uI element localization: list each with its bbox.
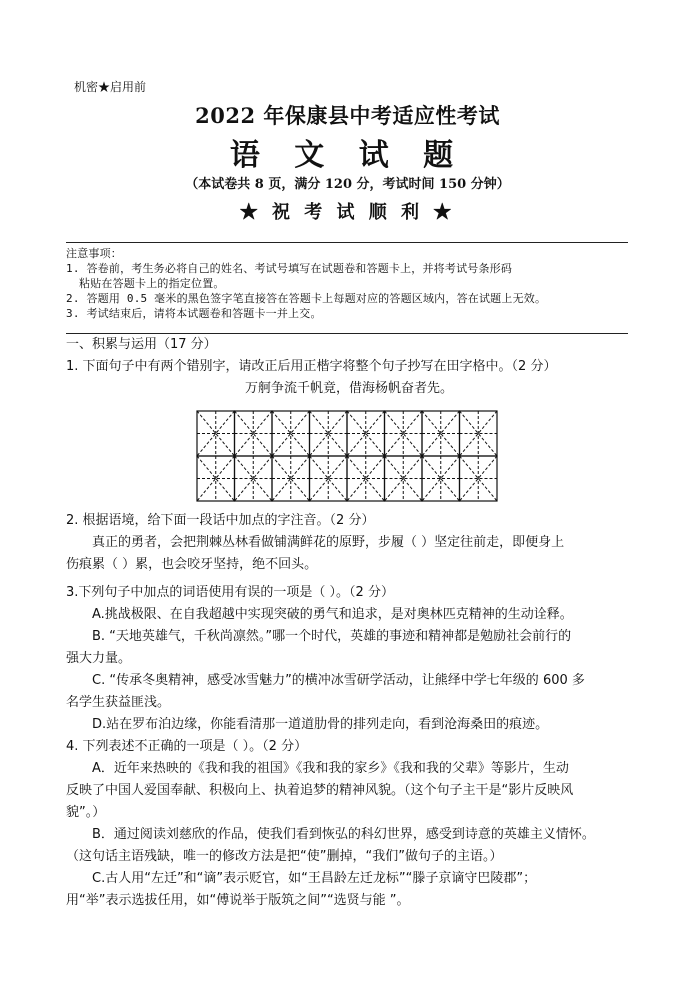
tianzige-grid [196, 410, 498, 502]
notice-line: 粘贴在答题卡上的指定位置。 [79, 277, 225, 290]
section-1 [66, 334, 632, 400]
question-4-option-c-cont: 用“举”表示选拔任用，如“傅说举于版筑之间”“选贤与能 ”。 [66, 893, 410, 908]
question-2-line: 真正的勇者，会把荆棘丛林看做铺满鲜花的原野，步履（ ）坚定往前走，即便身上 [92, 535, 565, 550]
question-3-option-b: B. “天地英雄气，千秋尚凛然。”哪一个时代，英雄的事迹和精神都是勉励社会前行的 [92, 629, 572, 644]
subject-title: 语 文 试 题 [229, 138, 466, 173]
question-1-stem: 1. 下面句子中有两个错别字，请改正后用正楷字将整个句子抄写在田字格中。（2 分） [66, 359, 557, 374]
question-4-stem: 4. 下列表述不正确的一项是（ ）。（2 分） [66, 739, 308, 754]
question-3-option-b-cont: 强大力量。 [66, 651, 132, 666]
section-heading: 一、积累与运用（17 分） [66, 337, 217, 352]
notice-block [66, 246, 632, 321]
question-3-option-d: D.站在罗布泊边缘，你能看清那一道道肋骨的排列走向，看到沧海桑田的痕迹。 [92, 717, 549, 732]
question-2 [66, 510, 632, 576]
question-3-option-c: C. “传承冬奥精神，感受冰雪魅力”的横冲冰雪研学活动，让熊绎中学七年级的 600 多 [92, 673, 585, 688]
question-4-option-a: A．近年来热映的《我和我的祖国》《我和我的家乡》《我和我的父辈》等影片，生动 [92, 761, 569, 776]
question-1-sentence: 万舸争流千帆竟，借海杨帆奋者先。 [244, 381, 453, 396]
question-4-option-a-cont: 貌”。） [66, 805, 106, 820]
notice-line: 1. 答卷前，考生务必将自己的姓名、考试号填写在试题卷和答题卡上，并将考试号条形码 [66, 262, 513, 275]
notice-line: 3. 考试结束后，请将本试题卷和答题卡一并上交。 [66, 307, 322, 320]
tianzige-svg [196, 410, 498, 502]
question-2-stem: 2. 根据语境，给下面一段话中加点的字注音。（2 分） [66, 513, 375, 528]
question-2-line: 伤痕累（ ）累，也会咬牙坚持，绝不回头。 [66, 557, 318, 572]
question-3-option-a: A.挑战极限、在自我超越中实现突破的勇气和追求，是对奥林匹克精神的生动诠释。 [92, 607, 573, 622]
notice-line: 2. 答题用 0.5 毫米的黑色签字笔直接答在答题卡上每题对应的答题区域内，答在试题上无效。 [66, 292, 547, 305]
exam-title: 2022 年保康县中考适应性考试 [195, 103, 500, 128]
confidential-mark: 机密★启用前 [74, 80, 147, 94]
question-3 [66, 582, 632, 736]
exam-info: （本试卷共 8 页，满分 120 分，考试时间 150 分钟） [185, 177, 510, 192]
notice-heading: 注意事项： [66, 247, 122, 260]
question-4-option-a-cont: 反映了中国人爱国奉献、积极向上、执着追梦的精神风貌。（这个句子主干是“影片反映风 [66, 783, 574, 798]
question-3-stem: 3.下列句子中加点的词语使用有误的一项是（ ）。（2 分） [66, 585, 394, 600]
question-4-option-b-cont: （这句话主语残缺，唯一的修改方法是把“使”删掉，“我们”做句子的主语。） [66, 849, 503, 864]
top-divider [66, 242, 628, 243]
question-3-option-c-cont: 名学生获益匪浅。 [66, 695, 171, 710]
good-luck-banner: ★ 祝 考 试 顺 利 ★ [239, 202, 456, 223]
question-4-option-c: C.古人用“左迁”和“谪”表示贬官，如“王昌龄左迁龙标”“滕子京谪守巴陵郡”； [92, 871, 537, 886]
question-4 [66, 736, 632, 912]
question-4-option-b: B．通过阅读刘慈欣的作品，使我们看到恢弘的科幻世界，感受到诗意的英雄主义情怀。 [92, 827, 595, 842]
